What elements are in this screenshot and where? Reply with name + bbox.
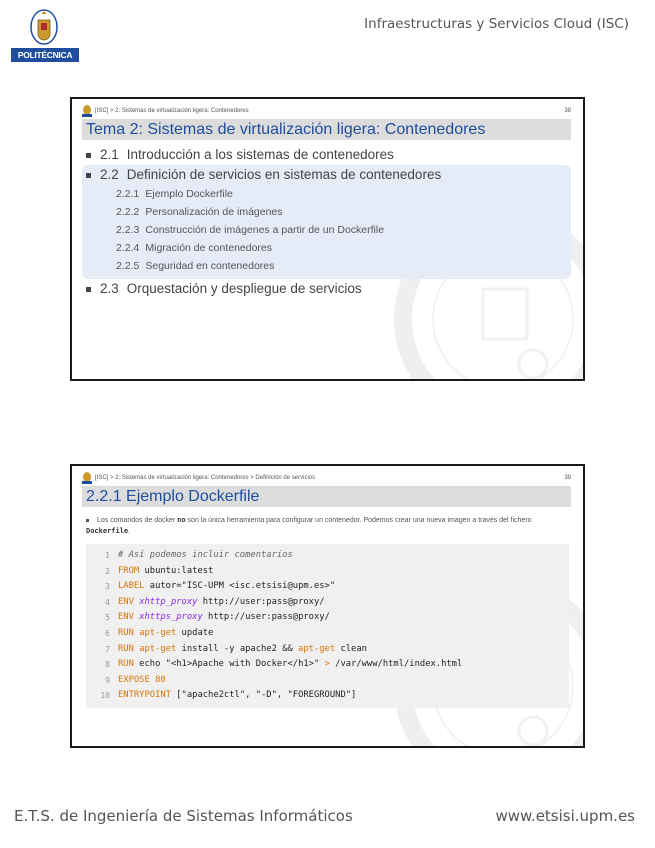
- code-text: [118, 673, 166, 689]
- code-token: FROM: [118, 565, 140, 576]
- toc-subitem-label: Construcción de imágenes a partir de un Dockerfile: [145, 224, 385, 236]
- code-token: autor="ISC-UPM <isc.etsisi@upm.es>": [144, 581, 336, 592]
- toc-subitem-number: 2.2.2: [116, 206, 140, 218]
- line-number: 9: [105, 675, 110, 685]
- bullet: [86, 519, 89, 522]
- toc-subitem: [86, 239, 571, 257]
- code-text: [118, 610, 330, 626]
- toc-subitem-label: Migración de contenedores: [145, 242, 273, 254]
- slide-description: [86, 515, 563, 537]
- code-text: [118, 657, 462, 673]
- desc-filename: Dockerfile: [86, 527, 129, 535]
- code-text: [118, 642, 367, 658]
- code-token: RUN: [118, 643, 134, 654]
- code-token: 80: [155, 674, 166, 685]
- code-token: RUN: [118, 659, 134, 670]
- mini-logo-icon: [82, 105, 92, 117]
- desc-text: son la única herramienta para configurar un contenedor. Podemos crear una nueva imagen a través del fichero: [185, 517, 532, 524]
- slide-toc: [70, 97, 585, 381]
- line-number: 3: [105, 582, 110, 592]
- code-line: [86, 688, 569, 704]
- bullet: [86, 153, 91, 158]
- code-text: [118, 626, 213, 642]
- toc-subitem: [86, 203, 571, 221]
- toc-subitem: [86, 257, 571, 275]
- code-token: http://user:pass@proxy/: [202, 612, 330, 623]
- code-token: clean: [335, 643, 367, 654]
- table-of-contents: [86, 145, 571, 299]
- line-number: 5: [105, 613, 110, 623]
- line-number: 6: [105, 628, 110, 638]
- page-number: 38: [564, 108, 571, 114]
- code-line: [86, 657, 569, 673]
- code-token: echo "<h1>Apache with Docker</h1>": [133, 659, 325, 670]
- toc-subitem: [86, 185, 571, 203]
- code-token: ENV: [118, 612, 134, 623]
- toc-item: [86, 165, 571, 185]
- logo-text: POLITÉCNICA: [11, 48, 79, 62]
- toc-item: [86, 279, 571, 299]
- toc-subitem-label: Ejemplo Dockerfile: [145, 188, 233, 200]
- code-token: EXPOSE: [118, 674, 150, 685]
- slide-topbar: [82, 104, 571, 118]
- code-line: [86, 548, 569, 564]
- code-line: [86, 673, 569, 689]
- code-token: xhttp_proxy: [139, 596, 198, 607]
- code-text: [118, 548, 293, 564]
- code-token: apt-get: [139, 643, 177, 654]
- code-token: LABEL: [118, 581, 145, 592]
- bullet: [86, 173, 91, 178]
- code-line: [86, 642, 569, 658]
- code-line: [86, 564, 569, 580]
- line-number: 1: [105, 551, 110, 560]
- footer-school: E.T.S. de Ingeniería de Sistemas Informáticos: [14, 807, 353, 825]
- mini-logo-icon: [82, 472, 92, 484]
- code-token: ENV: [118, 596, 134, 607]
- code-token: RUN: [118, 627, 134, 638]
- code-line: [86, 595, 569, 611]
- toc-subitem-label: Personalización de imágenes: [145, 206, 283, 218]
- line-number: 10: [100, 691, 110, 701]
- desc-text: .: [128, 528, 131, 535]
- code-token: ["apache2ctl", "-D", "FOREGROUND"]: [170, 690, 357, 701]
- desc-emphasis: no: [177, 516, 186, 524]
- toc-highlight-section: [82, 165, 571, 279]
- slide-dockerfile: [70, 464, 585, 748]
- code-token: xhttps_proxy: [139, 612, 203, 623]
- toc-item-label: Introducción a los sistemas de contenedores: [126, 147, 394, 162]
- code-line: [86, 626, 569, 642]
- line-number: 7: [105, 644, 110, 654]
- line-number: 8: [105, 660, 110, 670]
- code-token: apt-get: [139, 627, 177, 638]
- code-token: # Así podemos incluir comentarios: [118, 550, 293, 560]
- code-text: [118, 564, 213, 580]
- toc-item-label: Orquestación y despliegue de servicios: [126, 281, 362, 296]
- toc-item-label: Definición de servicios en sistemas de contenedores: [126, 167, 442, 182]
- toc-item-number: 2.2: [100, 167, 119, 182]
- toc-subitem: [86, 221, 571, 239]
- toc-subitem-number: 2.2.4: [116, 242, 140, 254]
- bullet: [86, 287, 91, 292]
- desc-text: Los comandos de docker: [97, 517, 178, 524]
- page-number: 39: [564, 475, 571, 481]
- code-token: install -y apache2 &&: [176, 643, 299, 654]
- toc-item-number: 2.1: [100, 147, 119, 162]
- code-text: [118, 688, 356, 704]
- toc-item: [86, 145, 571, 165]
- code-token: ENTRYPOINT: [118, 690, 171, 701]
- toc-subitem-label: Seguridad en contenedores: [145, 260, 275, 272]
- code-text: [118, 595, 325, 611]
- crest-icon: [29, 8, 59, 46]
- code-token: http://user:pass@proxy/: [197, 596, 325, 607]
- toc-item-number: 2.3: [100, 281, 119, 296]
- toc-subitem-number: 2.2.1: [116, 188, 140, 200]
- code-token: update: [176, 627, 214, 638]
- breadcrumb: [ISC] > 2: Sistemas de virtualización ligera: Contenedores: [95, 108, 249, 114]
- code-token: >: [324, 659, 330, 670]
- breadcrumb: [ISC] > 2: Sistemas de virtualización ligera: Contenedores > Definición de servicios: [95, 475, 316, 481]
- code-token: ubuntu:latest: [139, 565, 214, 576]
- slide-title: 2.2.1 Ejemplo Dockerfile: [82, 486, 571, 507]
- code-token: /var/www/html/index.html: [329, 659, 463, 670]
- line-number: 2: [105, 566, 110, 576]
- toc-subitem-number: 2.2.3: [116, 224, 140, 236]
- slide-title: Tema 2: Sistemas de virtualización ligera: Contenedores: [82, 119, 571, 140]
- toc-subitem-number: 2.2.5: [116, 260, 140, 272]
- upm-logo: [11, 8, 79, 64]
- code-line: [86, 610, 569, 626]
- footer-url: www.etsisi.upm.es: [495, 807, 635, 825]
- line-number: 4: [105, 597, 110, 607]
- code-block: [86, 544, 569, 708]
- course-title: Infraestructuras y Servicios Cloud (ISC): [364, 16, 629, 32]
- code-line: [86, 579, 569, 595]
- slide-topbar: [82, 471, 571, 485]
- code-token: apt-get: [298, 643, 336, 654]
- code-text: [118, 579, 335, 595]
